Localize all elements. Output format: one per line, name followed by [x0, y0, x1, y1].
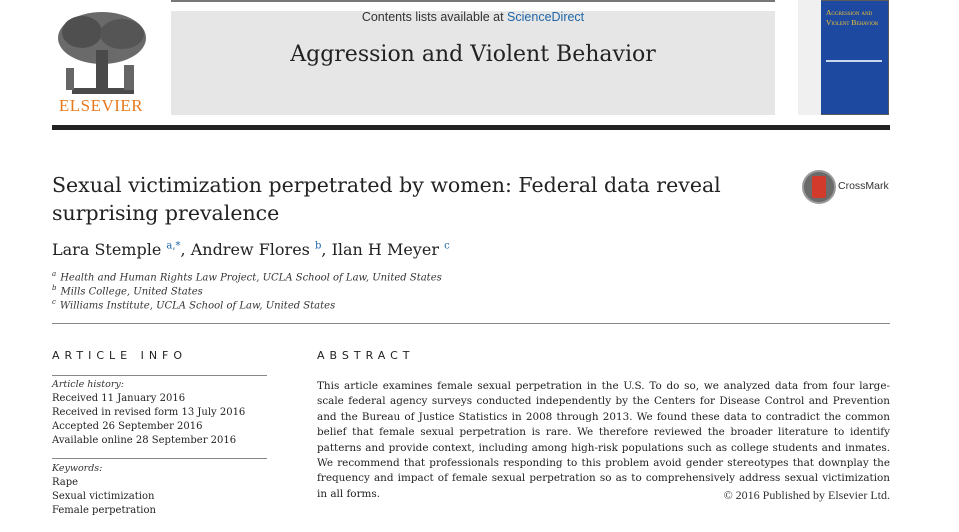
affiliation-item: [52, 284, 203, 297]
affiliation-mark: c: [52, 298, 56, 306]
author-name[interactable]: Andrew Flores: [190, 240, 310, 259]
affiliation-item: [52, 298, 335, 311]
author-list: [52, 240, 450, 259]
history-revised: Received in revised form 13 July 2016: [52, 407, 246, 418]
keyword-item[interactable]: Rape: [52, 477, 79, 488]
author-affiliation-mark[interactable]: a,*: [166, 240, 181, 252]
history-received: Received 11 January 2016: [52, 393, 186, 404]
author-affiliation-mark[interactable]: c: [444, 240, 450, 252]
sciencedirect-link[interactable]: ScienceDirect: [507, 10, 585, 24]
crossmark-label[interactable]: CrossMark: [838, 180, 889, 192]
article-title: Sexual victimization perpetrated by women: Federal data reveal surprising prevalence: [52, 173, 721, 225]
abstract-body: This article examines female sexual perpetration in the U.S. To do so, we analyzed data from four large-scale federal agency surveys conducted independently by the Centers for Disease Control and Prevention and the Bureau of Justice Statistics in 2008 through 2013. We found these data to contradict the common belief that female sexual perpetration is rare. We therefore reviewed the broader literature to identify patterns and provide context, including among high-risk populations such as college students and inmates. We recommend that professionals responding to this problem avoid gender stereotypes that downplay the frequency and impact of female sexual perpetration so as to comprehensively address sexual victimization in all forms.: [317, 380, 890, 500]
crossmark-bookmark-icon: [812, 176, 826, 198]
history-online: Available online 28 September 2016: [52, 435, 237, 446]
contents-availability-line: [171, 10, 775, 24]
author-separator: ,: [180, 240, 191, 259]
affiliation-text: Mills College, United States: [60, 286, 203, 298]
contents-prefix: Contents lists available at: [361, 10, 508, 24]
article-info-heading: ARTICLE INFO: [52, 349, 188, 362]
section-divider: [52, 323, 890, 324]
header-divider: [52, 125, 890, 130]
article-info-rule: [52, 375, 267, 376]
affiliation-mark: a: [52, 270, 57, 278]
author-name[interactable]: Ilan H Meyer: [331, 240, 439, 259]
keywords-label: Keywords:: [52, 463, 103, 474]
header-top-rule: [171, 0, 775, 2]
author-affiliation-mark[interactable]: b: [314, 240, 322, 252]
affiliation-text: Health and Human Rights Law Project, UCLA School of Law, United States: [60, 272, 442, 284]
affiliation-text: Williams Institute, UCLA School of Law, United States: [59, 300, 336, 312]
article-history-label: Article history:: [52, 379, 124, 390]
journal-cover-title: Aggression and Violent Behavior: [826, 8, 879, 27]
journal-title[interactable]: Aggression and Violent Behavior: [290, 42, 656, 67]
affiliation-item: [52, 270, 442, 283]
copyright-notice: © 2016 Published by Elsevier Ltd.: [723, 488, 890, 502]
journal-cover-subline: [826, 60, 882, 62]
journal-cover-spine: [798, 0, 821, 115]
keyword-item[interactable]: Sexual victimization: [52, 491, 155, 502]
keyword-item[interactable]: Female perpetration: [52, 505, 156, 516]
elsevier-wordmark[interactable]: ELSEVIER: [58, 96, 144, 115]
affiliation-mark: b: [52, 284, 57, 292]
keywords-rule: [52, 458, 267, 459]
author-separator: ,: [321, 240, 332, 259]
history-accepted: Accepted 26 September 2016: [52, 421, 203, 432]
author-name[interactable]: Lara Stemple: [52, 240, 162, 259]
abstract-heading: ABSTRACT: [317, 349, 415, 362]
